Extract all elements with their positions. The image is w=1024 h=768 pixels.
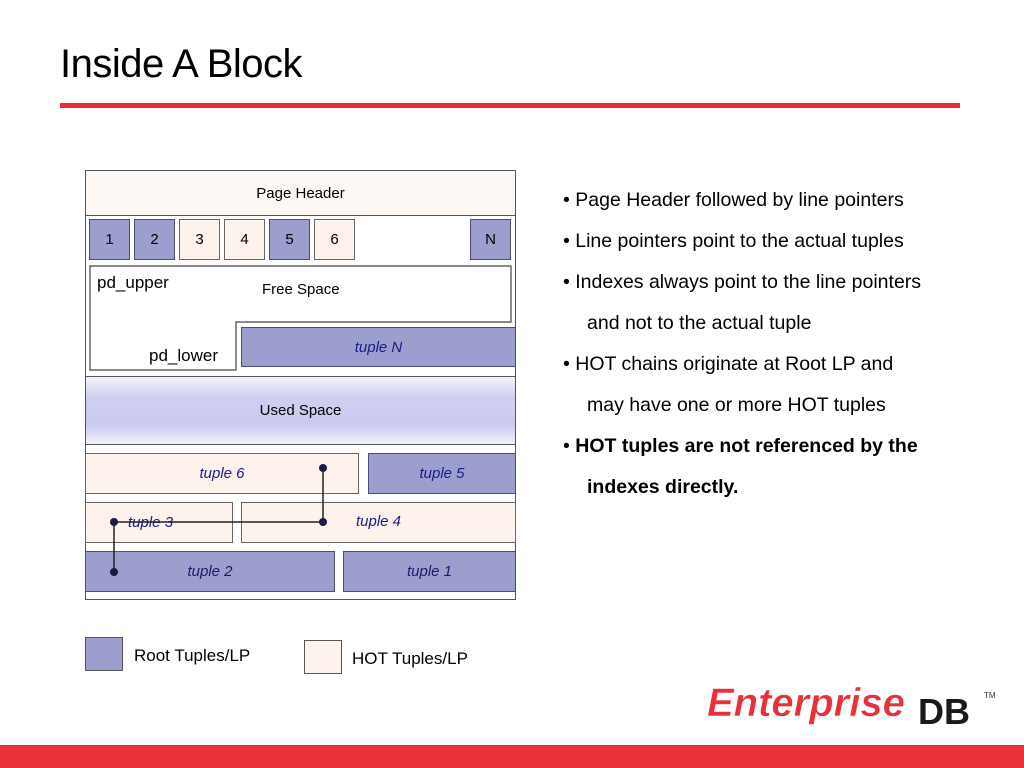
logo-tm-text: TM	[984, 691, 996, 700]
bullet-continuation: indexes directly.	[587, 476, 739, 498]
pd-lower-label: pd_lower	[149, 346, 218, 365]
line-pointer-n: N	[470, 219, 511, 260]
bullet-item-emphasis	[563, 426, 1003, 467]
logo-main-text: Enterprise	[707, 681, 905, 725]
free-space-label: Free Space	[262, 281, 340, 298]
bullet-marker: •	[563, 435, 570, 457]
bullet-item: • HOT chains originate at Root LP and	[563, 353, 894, 375]
bullet-emphasis-text: HOT tuples are not referenced by the	[575, 435, 918, 457]
tuple-4: tuple 4	[241, 502, 516, 543]
legend-root-swatch	[85, 637, 123, 671]
title-rule	[60, 103, 960, 108]
tuple-5: tuple 5	[368, 453, 516, 494]
tuple-1: tuple 1	[343, 551, 516, 592]
line-pointer-4: 4	[224, 219, 265, 260]
tuple-3: tuple 3	[85, 502, 233, 543]
line-pointer-5: 5	[269, 219, 310, 260]
bottom-bar	[0, 745, 1024, 768]
page-header: Page Header	[85, 170, 516, 216]
used-space: Used Space	[85, 376, 516, 445]
bullet-item: • Indexes always point to the line pointers	[563, 271, 922, 293]
bullet-item: • Page Header followed by line pointers	[563, 189, 904, 211]
slide-title: Inside A Block	[60, 42, 303, 86]
bullet-continuation: may have one or more HOT tuples	[587, 394, 886, 416]
pd-upper-label: pd_upper	[97, 273, 169, 292]
tuple-6: tuple 6	[85, 453, 359, 494]
legend-hot-label: HOT Tuples/LP	[352, 649, 468, 668]
bullet-continuation: and not to the actual tuple	[587, 312, 812, 334]
bullet-item: • Line pointers point to the actual tuples	[563, 230, 904, 252]
logo-suffix-text: DB	[918, 691, 970, 728]
legend-hot-swatch	[304, 640, 342, 674]
tuple-n: tuple N	[241, 327, 516, 367]
line-pointer-6: 6	[314, 219, 355, 260]
enterprisedb-logo	[705, 678, 1005, 728]
line-pointer-3: 3	[179, 219, 220, 260]
tuple-2: tuple 2	[85, 551, 335, 592]
line-pointer-1: 1	[89, 219, 130, 260]
line-pointer-2: 2	[134, 219, 175, 260]
legend-root-label: Root Tuples/LP	[134, 646, 251, 665]
bullet-list	[563, 180, 1003, 508]
